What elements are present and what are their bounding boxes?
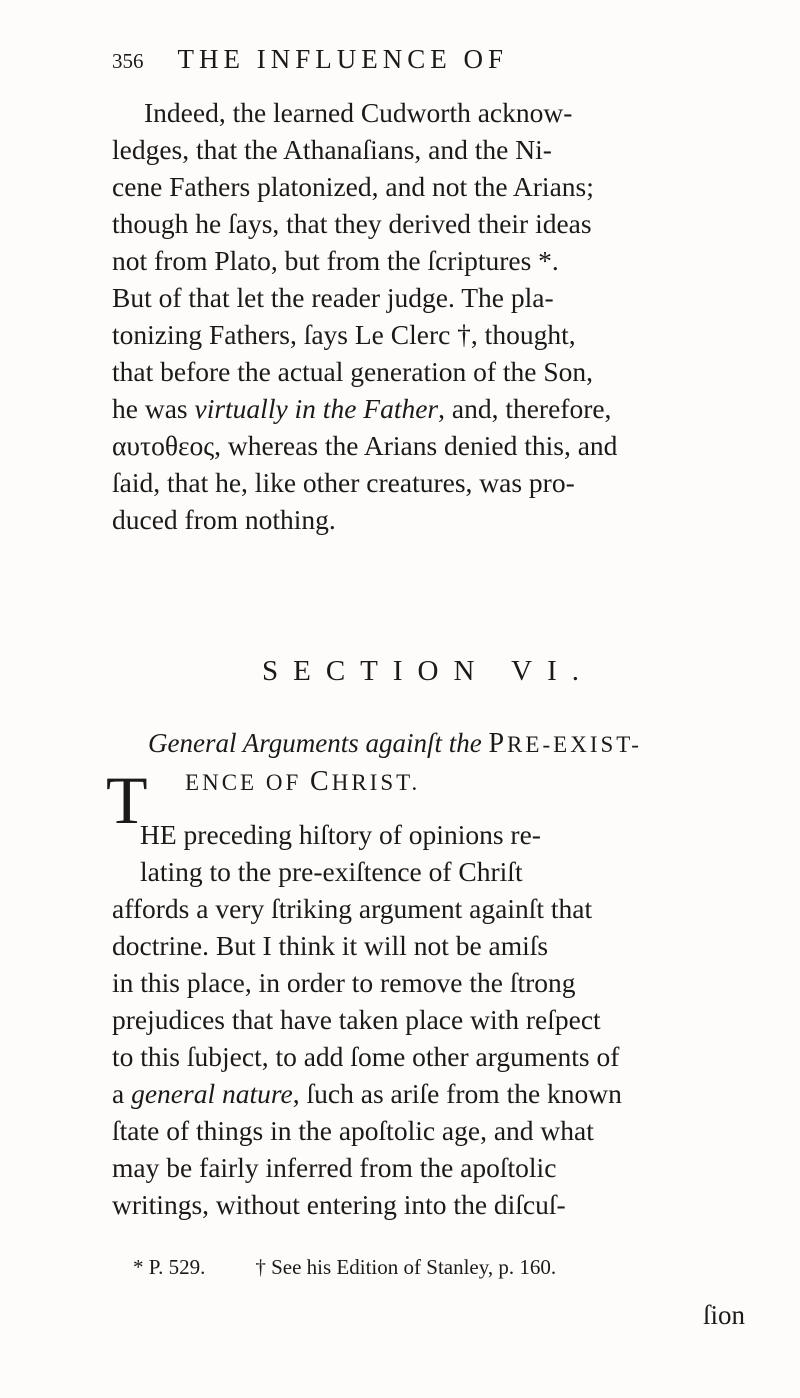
section-heading: SECTION VI. [262,655,595,687]
paragraph-2-line: in this place, in order to remove the ſtrong [112,967,576,998]
paragraph-2-line: affords a very ſtriking argument againſt that [112,893,593,924]
paragraph-2-line: prejudices that have taken place with reſpect [112,1004,601,1035]
section-subtitle-line-2 [185,766,420,798]
paragraph-2-line: doctrine. But I think it will not be amiſs [112,930,549,961]
paragraph-2-line: writings, without entering into the diſcuſ- [112,1189,566,1220]
section-subtitle-smallcaps-2: ENCE OF CHRIST. [185,766,421,797]
paragraph-2-line: to this ſubject, to add ſome other arguments of [112,1041,620,1072]
running-head-title: THE INFLUENCE OF [177,44,508,74]
section-subtitle-italic: General Arguments againſt the [148,728,482,758]
paragraph-1-line: But of that let the reader judge. The pla- [112,282,554,313]
paragraph-1-line: cene Fathers platonized, and not the Arians; [112,171,594,202]
paragraph-2-line: ſtate of things in the apoſtolic age, and what [112,1115,594,1146]
paragraph-1-line: he was virtually in the Father, and, therefore, [112,393,612,424]
running-head [112,44,508,75]
catchword: ſion [703,1300,746,1330]
section-subtitle-smallcaps-1: PRE-EXIST- [488,728,642,759]
paragraph-1-line: αυτοθεος, whereas the Arians denied this, and [112,430,618,461]
paragraph-2-line: lating to the pre-exiſtence of Chriſt [140,856,523,887]
paragraph-1-line: though he ſays, that they derived their ideas [112,208,592,239]
drop-cap: T [106,762,148,838]
page-number: 356 [112,49,144,73]
section-subtitle-line-1 [148,728,642,760]
paragraph-1-line: not from Plato, but from the ſcriptures *. [112,245,559,276]
paragraph-2-line: a general nature, ſuch as ariſe from the known [112,1078,622,1109]
footnote-1: * P. 529. [133,1255,206,1279]
paragraph-1-line: ſaid, that he, like other creatures, was pro- [112,467,575,498]
paragraph-1-line: Indeed, the learned Cudworth acknow- [144,97,573,128]
paragraph-1-line: tonizing Fathers, ſays Le Clerc †, thought, [112,319,576,350]
paragraph-1-line: ledges, that the Athanaſians, and the Ni- [112,134,552,165]
paragraph-1-line: duced from nothing. [112,504,336,535]
footnotes [133,1255,556,1280]
paragraph-2-line: HE preceding hiſtory of opinions re- [140,819,541,850]
paragraph-1-line: that before the actual generation of the Son, [112,356,594,387]
italic-phrase: general nature [131,1078,293,1109]
footnote-2: † See his Edition of Stanley, p. 160. [255,1255,557,1279]
paragraph-2-line: may be fairly inferred from the apoſtolic [112,1152,557,1183]
italic-phrase: virtually in the Father [194,393,439,424]
